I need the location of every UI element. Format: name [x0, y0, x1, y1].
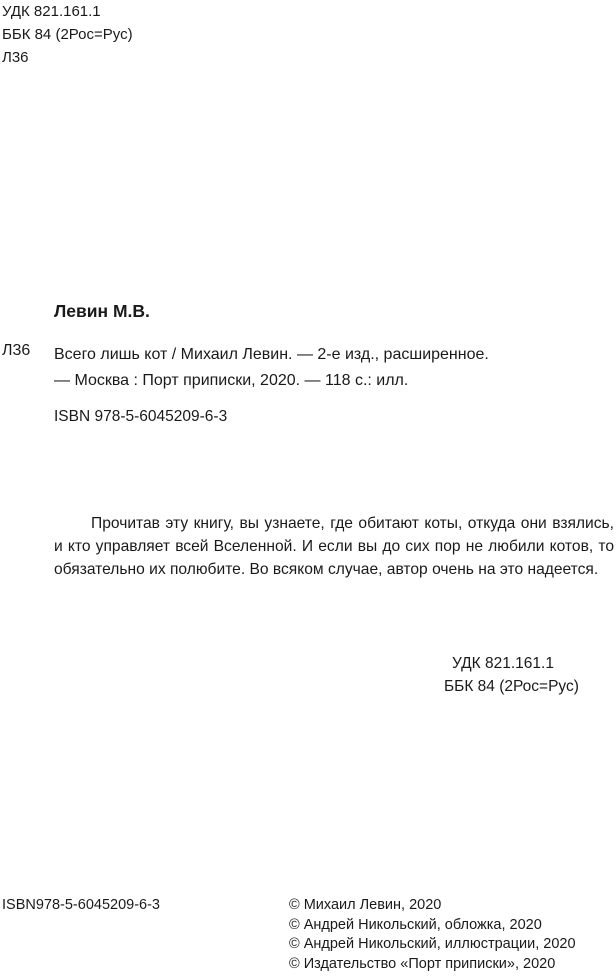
author-heading: Левин М.В.	[54, 301, 150, 321]
copyright-line-author: © Михаил Левин, 2020	[289, 897, 442, 913]
bibliographic-author-mark: Л36	[2, 342, 31, 359]
classification-codes-top	[2, 0, 133, 69]
copyright-line-illustrations: © Андрей Никольский, иллюстрации, 2020	[289, 936, 576, 952]
copyright-line-publisher: © Издательство «Порт приписки», 2020	[289, 955, 556, 972]
isbn-footer: ISBN978-5-6045209-6-3	[2, 897, 160, 913]
copyright-list	[289, 896, 576, 974]
book-annotation: Прочитав эту книгу, вы узнаете, где обитают коты, откуда они взялись, и кто управляет всей Вселенной. И если вы до сих пор не любили котов, то обязательно их полюбите. Во всяком случае, автор очень на это надеется.	[54, 515, 614, 578]
udk-code-bottom: УДК 821.161.1	[452, 655, 554, 672]
isbn-number: ISBN 978-5-6045209-6-3	[54, 408, 228, 425]
udk-code: УДК 821.161.1	[2, 3, 101, 20]
copyright-line-cover: © Андрей Никольский, обложка, 2020	[289, 916, 542, 933]
bibliographic-imprint-line: — Москва : Порт приписки, 2020. — 118 с.: илл.	[54, 372, 409, 389]
bibliographic-title-line: Всего лишь кот / Михаил Левин. — 2-е изд., расширенное.	[54, 346, 489, 363]
bbk-code: ББК 84 (2Рос=Рус)	[2, 26, 133, 43]
author-mark: Л36	[2, 49, 29, 66]
bbk-code-bottom: ББК 84 (2Рос=Рус)	[444, 678, 579, 695]
classification-codes-bottom	[444, 652, 579, 698]
bibliographic-description	[54, 342, 614, 394]
